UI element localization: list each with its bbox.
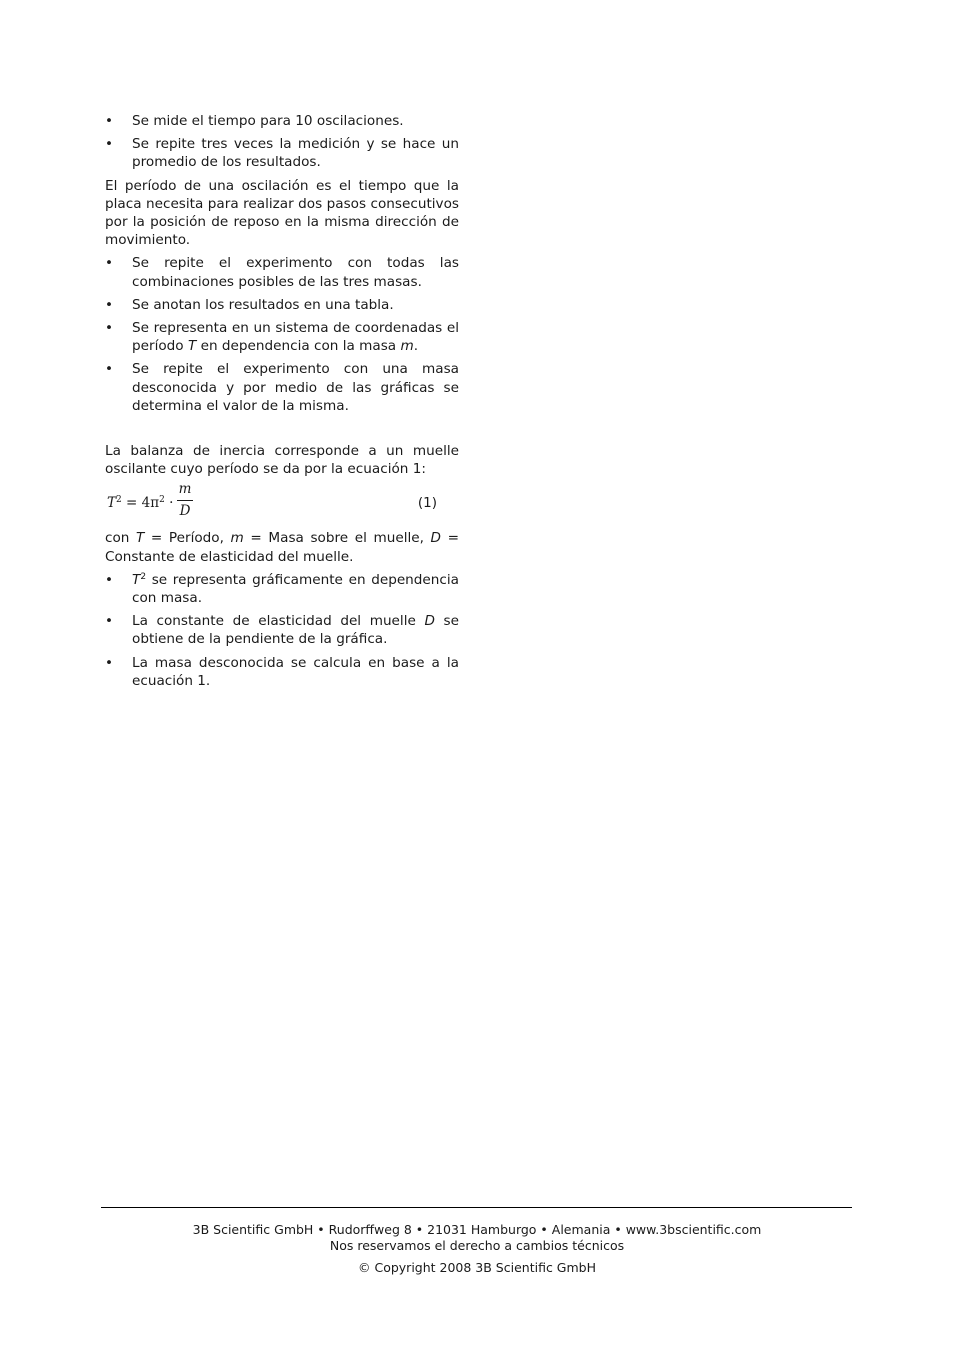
list-item <box>105 571 459 607</box>
list-item-text: Se repite el experimento con todas las combinaciones posibles de las tres masas. <box>132 255 459 290</box>
fraction-bar <box>177 500 193 501</box>
bullet-icon: • <box>105 571 114 588</box>
list-item <box>105 296 459 314</box>
bullet-icon: • <box>105 113 114 129</box>
list-item-text: Se repite tres veces la medición y se hace un promedio de los resultados. <box>132 136 459 171</box>
equation-fraction <box>177 480 193 519</box>
fraction-denominator: D <box>179 502 191 519</box>
list-item <box>105 254 459 290</box>
balance-paragraph: La balanza de inercia corresponde a un muelle oscilante cuyo período se da por la ecuación 1: <box>105 443 459 478</box>
list-item-text: Se repite el experimento con una masa desconocida y por medio de las gráficas se determina el valor de la misma. <box>132 361 459 414</box>
list-item <box>105 135 459 171</box>
period-paragraph: El período de una oscilación es el tiempo que la placa necesita para realizar dos pasos consecutivos por la posición de reposo en la misma dirección de movimiento. <box>105 177 459 249</box>
bullet-list-procedure <box>105 112 459 172</box>
list-item-text: Se representa en un sistema de coordenadas el período T en dependencia con la masa m. <box>132 320 459 355</box>
footer-divider <box>101 1207 852 1208</box>
list-item-text: $T^2$ se representa gráficamente en dependencia con masa. <box>132 571 459 607</box>
footer-disclaimer: Nos reservamos el derecho a cambios técnicos <box>329 1238 625 1253</box>
bullet-list-experiment <box>105 254 459 415</box>
equation-number: (1) <box>417 495 437 512</box>
equation-lhs: $T^2 = 4\pi^2$ · <box>107 495 174 512</box>
bullet-icon: • <box>105 136 114 153</box>
bullet-icon: • <box>105 255 114 272</box>
list-item <box>105 654 459 690</box>
bullet-list-evaluation <box>105 571 459 690</box>
main-column <box>105 112 459 695</box>
equation-1 <box>105 483 459 525</box>
list-item-text: La constante de elasticidad del muelle D se obtiene de la pendiente de la gráfica. <box>132 613 459 648</box>
list-item-text: Se mide el tiempo para 10 oscilaciones. <box>132 113 404 129</box>
bullet-icon: • <box>105 613 114 630</box>
spacer <box>105 420 459 442</box>
list-item-text: Se anotan los resultados en una tabla. <box>132 296 394 313</box>
bullet-icon: • <box>105 296 114 313</box>
bullet-icon: • <box>105 654 114 671</box>
list-item-text: La masa desconocida se calcula en base a la ecuación 1. <box>132 654 459 689</box>
list-item <box>105 319 459 355</box>
footer-address: 3B Scientific GmbH • Rudorffweg 8 • 21031 Hamburgo • Alemania • www.3bscientific.com <box>192 1222 762 1237</box>
bullet-icon: • <box>105 320 114 337</box>
footer-copyright: © Copyright 2008 3B Scientific GmbH <box>358 1260 596 1275</box>
list-item <box>105 612 459 648</box>
list-item <box>105 360 459 415</box>
fraction-numerator: m <box>178 481 192 498</box>
list-item <box>105 112 459 130</box>
bullet-icon: • <box>105 361 114 378</box>
definitions-paragraph: con T = Período, m = Masa sobre el muelle, D = Constante de elasticidad del muelle. <box>105 530 459 565</box>
